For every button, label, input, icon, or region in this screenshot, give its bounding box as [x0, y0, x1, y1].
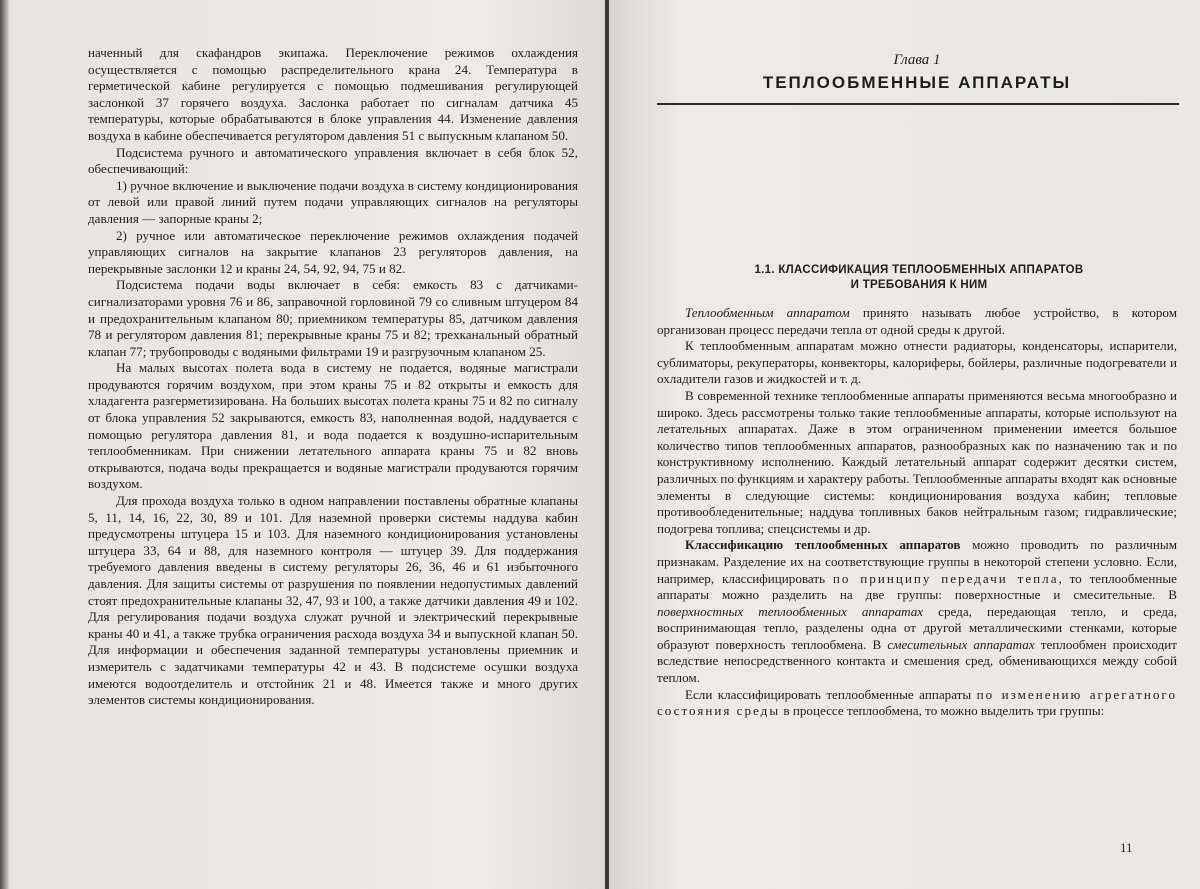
paragraph-text: теплообмен происходит вследствие непосредственного контакта и смешения сред, обменивающихся между собой теплом.	[657, 636, 1178, 686]
paragraph: Для прохода воздуха только в одном направлении поставлены обратные клапаны 5, 11, 14, 16, 22, 30, 89 и 101. Для наземной проверки системы наддува кабин предусмотрены штуцера 15 и 103. Для наземного кондиционирования установлены штуцера 33, 64 и 88, для наземного контроля — штуцер 39. Для поддержания требуемого давления введены в систему регуляторы 26, 36, 46 и 61 избыточного давления. Для защиты системы от разрушения по появлении недопустимых давлений стоят предохранительные клапаны 32, 47, 93 и 100, а также датчики давления 49 и 102. Для регулирования подачи воздуха служат ручной и электрический перекрывные краны 40 и 41, а также трубка ограничения расхода воздуха 34 и выпускной клапан 50. Для информации и обеспечения заданной температуры установлены приемник и измеритель с задатчиками температуры 42 и 43. В подсистеме осушки воздуха имеются водоотделитель и отстойник 21 и 48. Имеется также и много других элементов системы кондиционирования.	[88, 493, 578, 708]
paragraph-text: среда, передающая тепло, и среда, воспринимающая тепло, разделены одна от другой металлическими стенками, которые образуют поверхность теплообмена. В	[657, 603, 1177, 652]
paragraph-text: , то теплообменные аппараты можно разделить на две группы: поверхностные и смесительные. В	[657, 570, 1177, 603]
chapter-heading	[657, 50, 1177, 93]
italic-term: поверхностных теплообменных аппаратах	[657, 603, 924, 619]
paragraph-text: в процессе теплообмена, то можно выделить три группы:	[780, 703, 1105, 719]
bold-term: Классификацию теплообменных аппаратов	[685, 537, 961, 553]
paragraph-text: принято называть любое устройство, в котором организован процесс передачи тепла от одной среды к другой.	[657, 305, 1177, 337]
paragraph-text: можно проводить по различным признакам. Разделение их на соответствующие группы в некоторой степени условно. Если, например, классифицировать	[657, 537, 1177, 586]
list-item: 1) ручное включение и выключение подачи воздуха в систему кондиционирования от левой или правой линий путем подачи управляющих сигналов на регуляторы давления — запорные краны 2;	[88, 177, 578, 226]
paragraph: наченный для скафандров экипажа. Переключение режимов охлаждения осуществляется с помощью распределительного крана 24. Температура в герметической кабине регулируется с помощью подмешивания регулирующей заслонкой 37 горячего воздуха. Заслонка работает по сигналам датчика 45 температуры, которые обрабатываются в блоке управления 44. Изменение давления воздуха в кабине обеспечивается регулятором давления 51 с выпускным клапаном 50.	[88, 45, 578, 143]
paragraph: На малых высотах полета вода в систему не подается, водяные магистрали продуваются горячим воздухом, при этом краны 75 и 82 открыты и емкость для хладагента разгерметизирована. На больших высотах полета краны 75 и 82 по сигналу от блока управления 52 закрываются, емкость 83, наполненная водой, наддувается с помощью регулятора давления 81, и вода подается к воздушно-испарительным теплообменникам. При снижении летательного аппарата краны 75 и 82 вновь открываются, подача воды прекращается и водяные магистрали продуваются горячим воздухом.	[88, 360, 578, 492]
paragraph	[657, 537, 1177, 686]
left-page-body	[88, 45, 578, 709]
chapter-rule	[657, 103, 1179, 105]
right-page-body	[657, 305, 1177, 720]
page-number: 11	[1120, 840, 1133, 855]
paragraph	[657, 687, 1177, 720]
list-item: 2) ручное или автоматическое переключение режимов охлаждения подачей управляющих сигналов на закрытие клапанов 23 регуляторов давления, на перекрывные заслонки 12 и краны 24, 54, 92, 94, 75 и 82.	[88, 227, 578, 276]
page-edge-shadow	[0, 0, 10, 889]
paragraph: К теплообменным аппаратам можно отнести радиаторы, конденсаторы, испарители, сублиматоры, рекуператоры, конвекторы, калориферы, бойлеры, различные подогреватели и охладители газов и жидкостей и т. д.	[657, 338, 1177, 387]
italic-term: смесительных аппаратах	[887, 636, 1035, 652]
paragraph	[657, 305, 1177, 338]
right-page	[609, 0, 1200, 889]
section-title	[679, 263, 1159, 293]
paragraph: Подсистема подачи воды включает в себя: емкость 83 с датчиками-сигнализаторами уровня 76 и 86, заправочной горловиной 79 со сливным штуцером 84 и предохранительным клапаном 80; приемником температуры 85, датчиком давления 78 и регулятором давления 81; перекрывные краны 75 и 82; трехканальный обратный клапан 77; трубопроводы с водяными фильтрами 19 и разгрузочным клапаном 25.	[88, 277, 578, 359]
section-title-line: И ТРЕБОВАНИЯ К НИМ	[850, 279, 988, 291]
italic-term: Теплообменным аппаратом	[685, 305, 850, 320]
paragraph: Подсистема ручного и автоматического управления включает в себя блок 52, обеспечивающий:	[88, 144, 578, 177]
paragraph-text: Если классифицировать теплообменные аппараты	[685, 686, 977, 702]
paragraph: В современной технике теплообменные аппараты применяются весьма многообразно и широко. Здесь рассмотрены только такие теплообменные аппараты, которые используют на летательных аппаратах. Даже в этом ограниченном применении имеется большое количество типов теплообменных аппаратов, разнообразных как по назначению так и по конструктивному исполнению. Каждый летательный аппарат содержит десятки систем, различных по функциям и характеру работы. Теплообменные аппараты входят как основные элементы в следующие системы: кондиционирования воздуха кабин; тепловые противообледенительные; наддува топливных баков нейтральным газом; гидравлические; подогрева топлива; спецсистемы и др.	[657, 387, 1177, 536]
spaced-term: по изменению агрегатного состояния среды	[657, 686, 1177, 719]
spaced-term: по принципу передачи тепла	[832, 570, 1059, 586]
chapter-title: ТЕПЛООБМЕННЫЕ АППАРАТЫ	[762, 73, 1072, 92]
section-title-line: 1.1. КЛАССИФИКАЦИЯ ТЕПЛООБМЕННЫХ АППАРАТОВ	[754, 264, 1084, 276]
chapter-label: Глава 1	[893, 52, 941, 68]
